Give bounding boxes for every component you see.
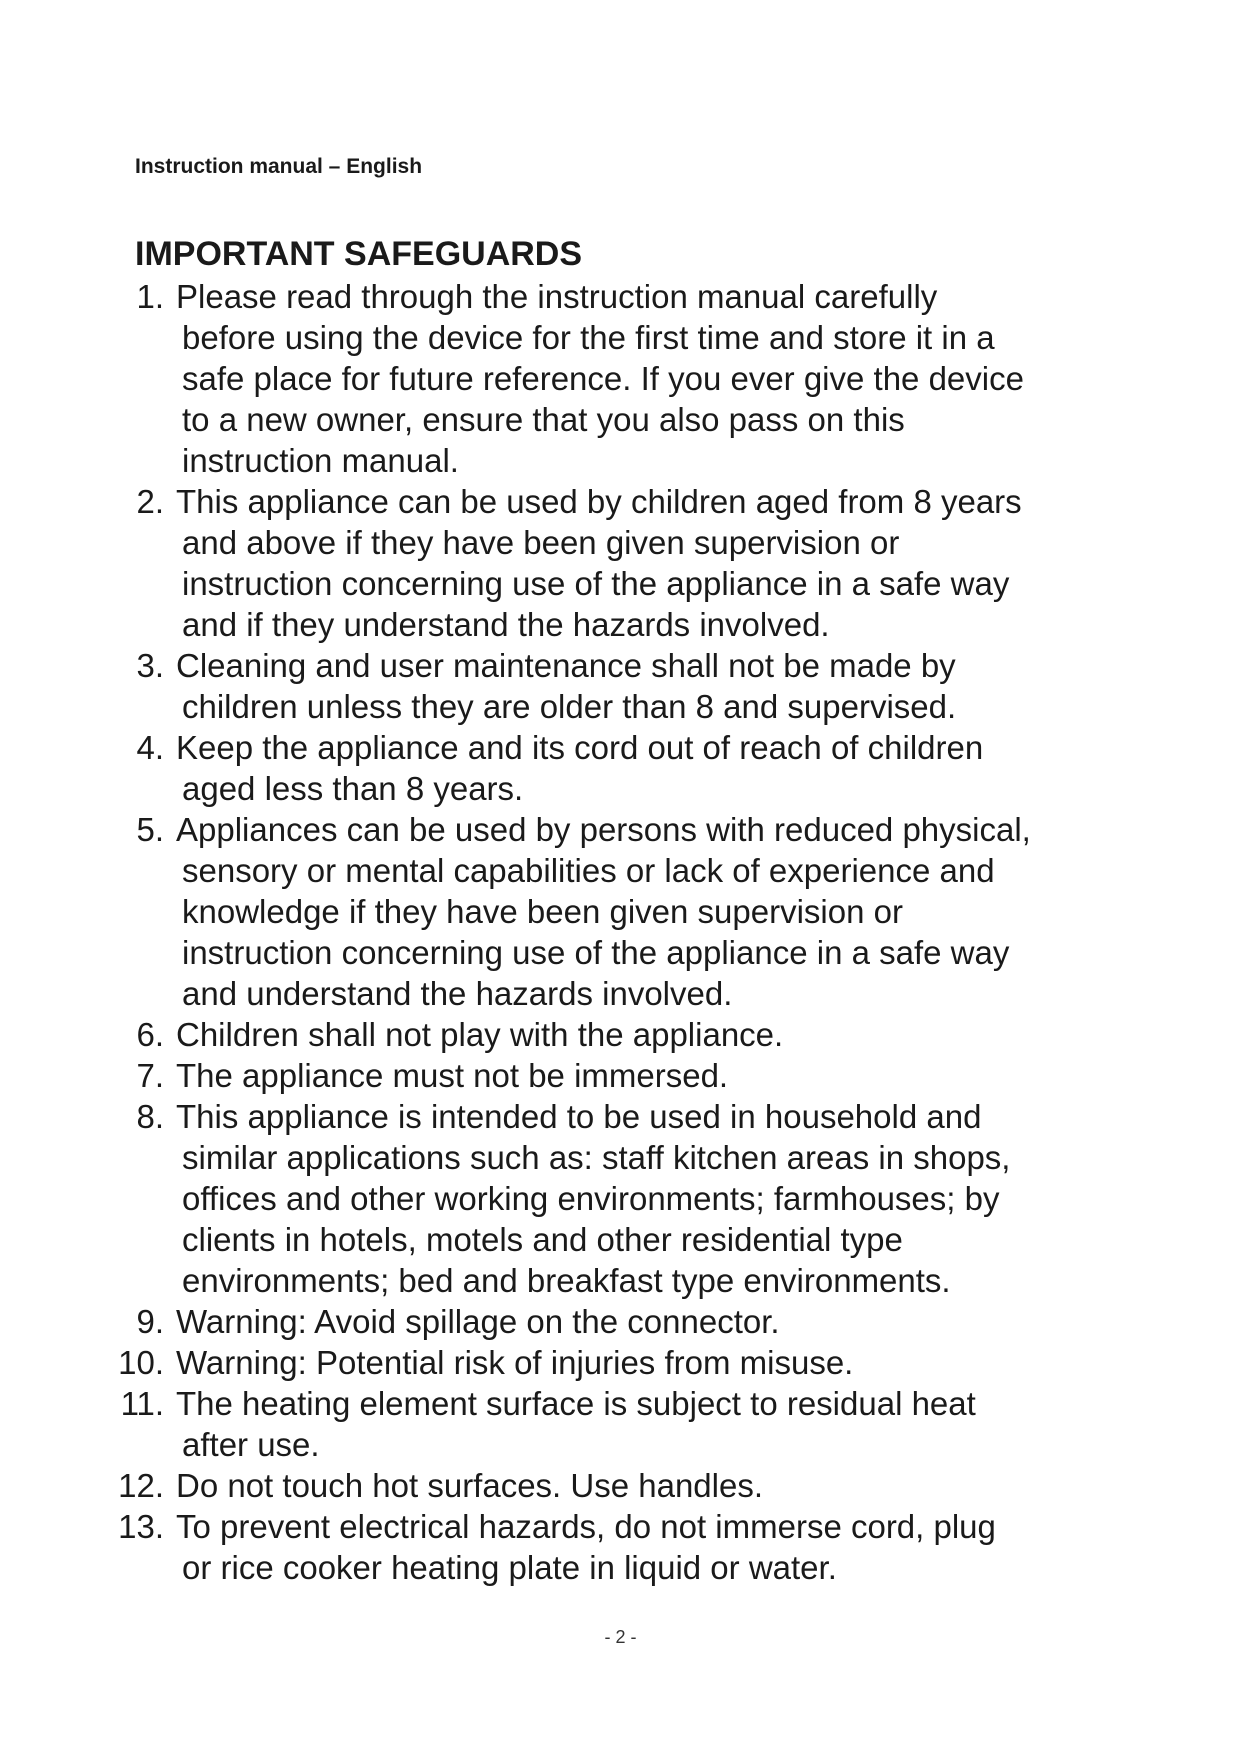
item-text [176, 645, 1116, 727]
item-line: The appliance must not be immersed. [176, 1057, 729, 1094]
item-number: 4. [136, 729, 164, 766]
item-number: 8. [136, 1098, 164, 1135]
item-text [176, 481, 1116, 645]
item-text [176, 1342, 1116, 1383]
item-number: 12. [118, 1467, 164, 1504]
item-number: 7. [136, 1057, 164, 1094]
item-line: Please read through the instruction manual carefully [176, 278, 938, 315]
item-line: instruction concerning use of the appliance in a safe way [182, 934, 1010, 971]
item-number: 2. [136, 483, 164, 520]
item-line: Appliances can be used by persons with reduced physical, [176, 811, 1031, 848]
item-line: and if they understand the hazards involved. [182, 606, 830, 643]
item-text [176, 1465, 1116, 1506]
safeguard-item [112, 727, 1122, 809]
safeguard-item [112, 1465, 1122, 1506]
item-text [176, 727, 1116, 809]
section-title: IMPORTANT SAFEGUARDS [135, 235, 583, 273]
item-text [176, 1014, 1116, 1055]
item-line: to a new owner, ensure that you also pass on this [182, 401, 905, 438]
item-number: 6. [136, 1016, 164, 1053]
page-number: - 2 - [604, 1627, 637, 1647]
item-line: before using the device for the first time and store it in a [182, 319, 995, 356]
item-line: offices and other working environments; farmhouses; by [182, 1180, 1000, 1217]
item-text [176, 809, 1116, 1014]
item-number: 11. [120, 1385, 164, 1422]
item-line: aged less than 8 years. [182, 770, 524, 807]
item-text [176, 1301, 1116, 1342]
safeguard-item [112, 645, 1122, 727]
item-line: and understand the hazards involved. [182, 975, 733, 1012]
item-line: To prevent electrical hazards, do not immerse cord, plug [176, 1508, 996, 1545]
item-line: and above if they have been given supervision or [182, 524, 900, 561]
safeguard-item [112, 1014, 1122, 1055]
item-line: Children shall not play with the appliance. [176, 1016, 784, 1053]
item-number: 5. [136, 811, 164, 848]
safeguard-item [112, 1096, 1122, 1301]
safeguard-item [112, 1342, 1122, 1383]
item-line: children unless they are older than 8 and supervised. [182, 688, 957, 725]
item-line: after use. [182, 1426, 320, 1463]
item-line: This appliance is intended to be used in household and [176, 1098, 982, 1135]
item-number: 9. [136, 1303, 164, 1340]
item-number: 1. [136, 278, 164, 315]
item-line: Warning: Potential risk of injuries from misuse. [176, 1344, 854, 1381]
item-line: Do not touch hot surfaces. Use handles. [176, 1467, 764, 1504]
safeguard-list [112, 276, 1122, 1588]
item-text [176, 1096, 1116, 1301]
item-text [176, 1383, 1116, 1465]
item-line: safe place for future reference. If you ever give the device [182, 360, 1024, 397]
safeguard-item [112, 1383, 1122, 1465]
item-line: Keep the appliance and its cord out of reach of children [176, 729, 984, 766]
item-text [176, 1055, 1116, 1096]
item-line: sensory or mental capabilities or lack of experience and [182, 852, 995, 889]
page-header: Instruction manual – English [135, 155, 423, 178]
item-line: The heating element surface is subject to residual heat [176, 1385, 976, 1422]
item-line: Cleaning and user maintenance shall not be made by [176, 647, 956, 684]
item-text [176, 276, 1116, 481]
item-line: Warning: Avoid spillage on the connector. [176, 1303, 780, 1340]
item-number: 13. [118, 1508, 164, 1545]
item-line: This appliance can be used by children aged from 8 years [176, 483, 1022, 520]
safeguard-item [112, 1055, 1122, 1096]
safeguard-item [112, 1506, 1122, 1588]
item-text [176, 1506, 1116, 1588]
safeguard-item [112, 276, 1122, 481]
item-line: environments; bed and breakfast type environments. [182, 1262, 951, 1299]
item-line: knowledge if they have been given supervision or [182, 893, 903, 930]
item-number: 3. [136, 647, 164, 684]
item-line: similar applications such as: staff kitchen areas in shops, [182, 1139, 1011, 1176]
item-line: instruction manual. [182, 442, 459, 479]
safeguard-item [112, 809, 1122, 1014]
item-line: clients in hotels, motels and other residential type [182, 1221, 903, 1258]
safeguard-item [112, 1301, 1122, 1342]
item-number: 10. [118, 1344, 164, 1381]
item-line: instruction concerning use of the appliance in a safe way [182, 565, 1010, 602]
item-line: or rice cooker heating plate in liquid or water. [182, 1549, 837, 1586]
safeguard-item [112, 481, 1122, 645]
